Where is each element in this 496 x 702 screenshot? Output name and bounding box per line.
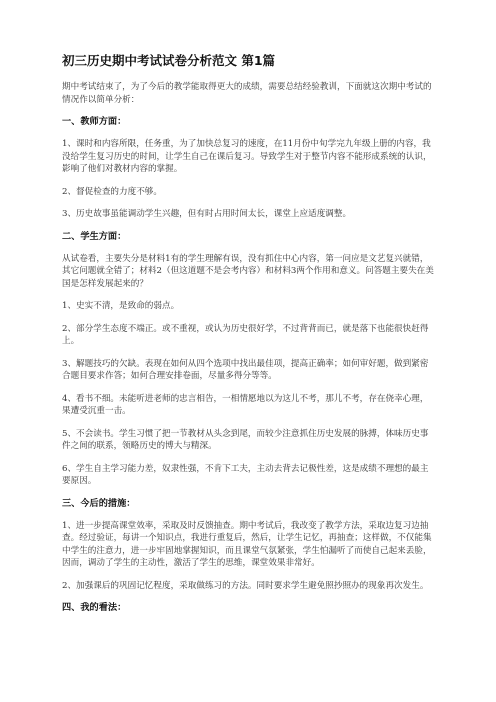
- student-item-1: 1、史实不清，是致命的弱点。: [62, 301, 180, 311]
- document-title: 初三历史期中考试试卷分析范文 第1篇: [62, 53, 276, 68]
- section-heading-measures: 三、今后的措施：: [62, 497, 136, 509]
- intro-paragraph: 期中考试结束了，为了今后的教学能取得更大的成绩，需要总结经验教训，下面就这次期中考试的情况作以简单分析：: [62, 82, 432, 105]
- student-item-4: 4、看书不细。未能听进老师的忠言相告，一相情愿地以为这儿不考，那儿不考，存在侥幸心理，果遭受沉重一击。: [62, 393, 429, 416]
- section-heading-teacher: 一、教师方面：: [62, 116, 127, 127]
- section-heading-opinion: 四、我的看法：: [62, 602, 127, 613]
- measures-item-2: 2、加强课后的巩固记忆程度，采取做练习的方法。同时要求学生避免照抄照办的现象再次发生。: [62, 580, 429, 591]
- student-item-6: 6、学生自主学习能力差，奴隶性强，不肯下工夫，主动去背去记极性差，这是成绩不理想的最主要原因。: [62, 463, 429, 486]
- teacher-item-2: 2、督促检查的力度不够。: [62, 186, 162, 197]
- teacher-item-1: 1、课时和内容所限，任务重，为了加快总复习的速度，在11月份中旬学完九年级上册的内容，我没给学生复习历史的时间，让学生自己在课后复习。导致学生对于整节内容不能形成系统的认识，影响了他们对教材内容的掌握。: [62, 139, 432, 174]
- teacher-item-3: 3、历史故事虽能调动学生兴趣，但有时占用时间太长，课堂上应适度调整。: [62, 209, 352, 219]
- student-summary: 从试卷看，主要失分是材料1有的学生理解有误，没有抓住中心内容，第一问应是文艺复兴就错，其它问题就全错了；材料2（但这道题不是会考内容）和材料3两个作用和意义。问答题主要失在美国是怎样发展起来的？: [62, 253, 434, 289]
- student-item-3: 3、解题技巧的欠缺。表现在如何从四个选项中找出最佳项，提高正确率；如何审好题，做到紧密合题目要求作答；如何合理安排卷面，尽量多得分等等。: [62, 358, 429, 381]
- measures-item-1: 1、进一步提高课堂效率，采取及时反馈抽查。期中考试后，我改变了教学方法，采取边复习边抽查。经过验证，每讲一个知识点，我进行重复后，然后，让学生记忆，再抽查；这样做，不仅能集中学生的注意力，进一步牢固地掌握知识，而且课堂气氛紧张，学生怕漏听了而使自己起来丢脸，因而，调动了学生的主动性，激活了学生的思维，课堂效果非常好。: [62, 520, 432, 568]
- section-heading-student: 二、学生方面：: [62, 230, 127, 242]
- student-item-2: 2、部分学生态度不端正。或不重视，或认为历史很好学，不过背背而已，就是落下也能很快赶得上。: [62, 323, 429, 346]
- student-item-5: 5、不会读书。学生习惯了把一节教材从头念到尾，而较少注意抓住历史发展的脉搏，体味历史事件之间的联系，领略历史的博大与精深。: [62, 428, 429, 451]
